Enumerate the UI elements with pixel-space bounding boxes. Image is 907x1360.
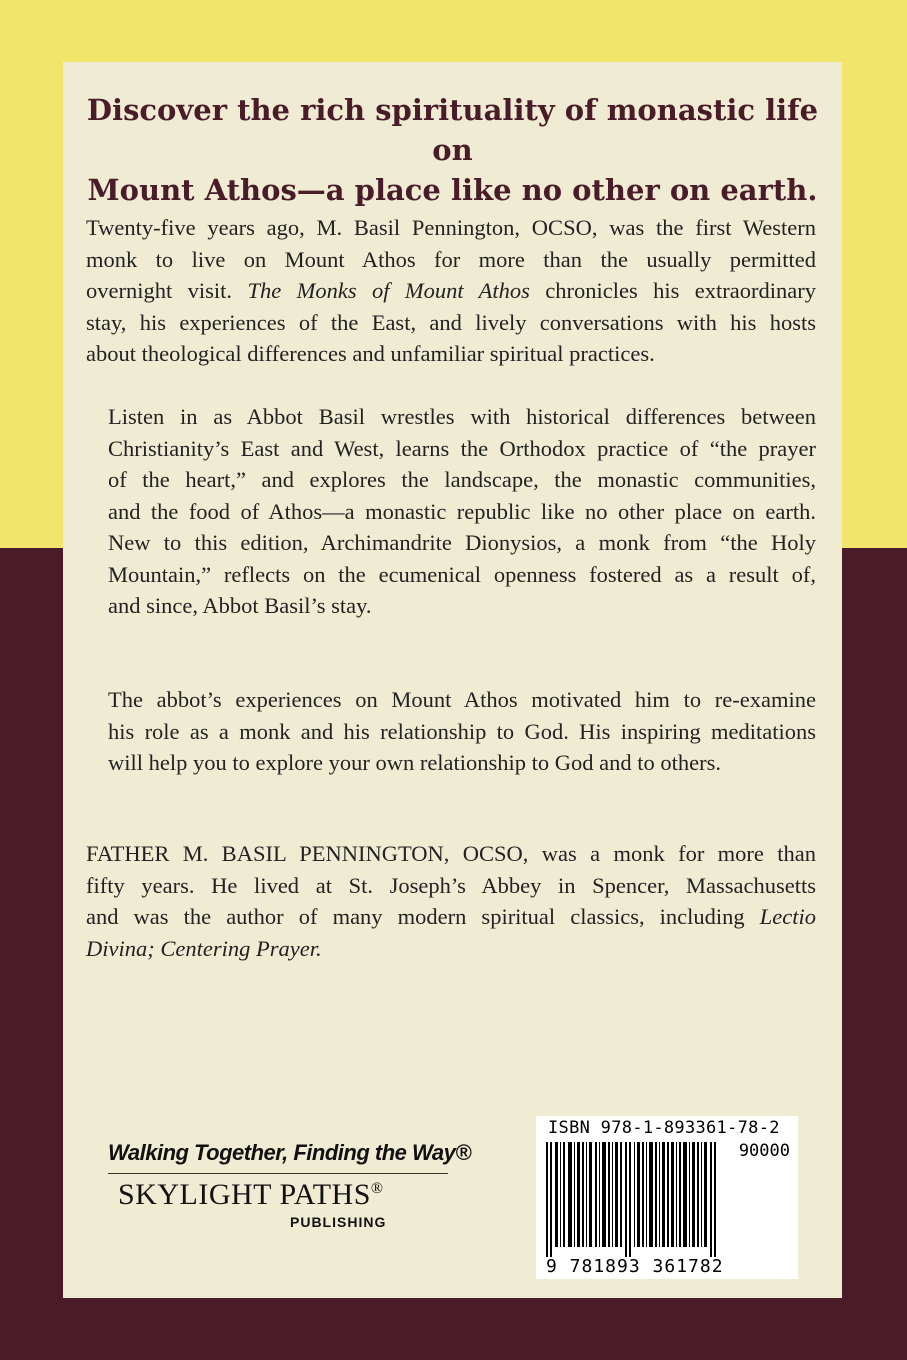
headline-line-2: Mount Athos—a place like no other on earth.: [87, 173, 818, 207]
logo-part: PATHS: [271, 1178, 371, 1211]
text-line: monk to live on Mount Athos for more than the usually permitted: [86, 246, 816, 272]
tagline-text: Walking Together, Finding the Way: [108, 1140, 456, 1165]
divider: [108, 1173, 448, 1174]
author-bio: [86, 838, 816, 964]
headline: [63, 90, 842, 210]
text-line: his role as a monk and his relationship to God. His inspiring meditations: [108, 718, 816, 744]
text-line: Mountain,” reflects on the ecumenical openness fostered as a result of,: [108, 561, 816, 587]
registered-mark: ®: [370, 1180, 384, 1197]
text-line: FATHER M. BASIL PENNINGTON, OCSO, was a monk for more than: [86, 841, 816, 866]
barcode-box: [536, 1116, 798, 1279]
text-span: overnight visit.: [86, 278, 248, 303]
text-line: Divina; Centering Prayer.: [86, 935, 322, 961]
isbn-text: ISBN 978-1-893361-78-2: [548, 1118, 780, 1138]
barcode-graphic: [546, 1142, 721, 1257]
publisher-tagline: [108, 1140, 471, 1166]
text-line: of the heart,” and explores the landscape, the monastic communities,: [108, 467, 816, 492]
text-panel: [63, 62, 842, 1298]
third-paragraph: [86, 684, 816, 779]
publisher-subtitle: PUBLISHING: [290, 1214, 387, 1230]
book-title: The Monks of Mount Athos: [247, 278, 530, 303]
second-paragraph: [86, 401, 816, 622]
text-line: will help you to explore your own relationship to God and to others.: [108, 750, 722, 775]
text-line: [86, 275, 816, 307]
intro-paragraph: [86, 212, 816, 370]
text-line: and since, Abbot Basil’s stay.: [108, 593, 372, 618]
headline-line-1: Discover the rich spirituality of monastic life on: [86, 93, 819, 167]
text-line: Christianity’s East and West, learns the Orthodox practice of “the prayer: [108, 435, 816, 461]
text-span: chronicles his extraordinary: [529, 278, 816, 303]
publisher-logo: [118, 1178, 384, 1212]
logo-part: LIGHT: [179, 1178, 272, 1211]
text-span: and was the author of many modern spiritual classics, including: [86, 904, 760, 929]
text-line: The abbot’s experiences on Mount Athos motivated him to re-examine: [108, 687, 816, 712]
text-line: fifty years. He lived at St. Joseph’s Abbey in Spencer, Massachusetts: [86, 872, 816, 898]
book-title: Lectio: [759, 904, 816, 929]
logo-part: SKY: [118, 1178, 180, 1211]
text-line: Twenty-five years ago, M. Basil Pennington, OCSO, was the first Western: [86, 215, 816, 240]
price-code: 90000: [738, 1141, 790, 1161]
text-line: and the food of Athos—a monastic republic like no other place on earth.: [108, 498, 816, 524]
ean-digits: 9 781893 361782: [546, 1256, 724, 1277]
text-line: New to this edition, Archimandrite Dionysios, a monk from “the Holy: [108, 530, 816, 555]
registered-mark: ®: [455, 1140, 472, 1165]
text-line: [86, 901, 816, 933]
text-line: Listen in as Abbot Basil wrestles with historical differences between: [108, 404, 816, 429]
text-line: about theological differences and unfamiliar spiritual practices.: [86, 341, 655, 366]
text-line: stay, his experiences of the East, and lively conversations with his hosts: [86, 309, 816, 335]
